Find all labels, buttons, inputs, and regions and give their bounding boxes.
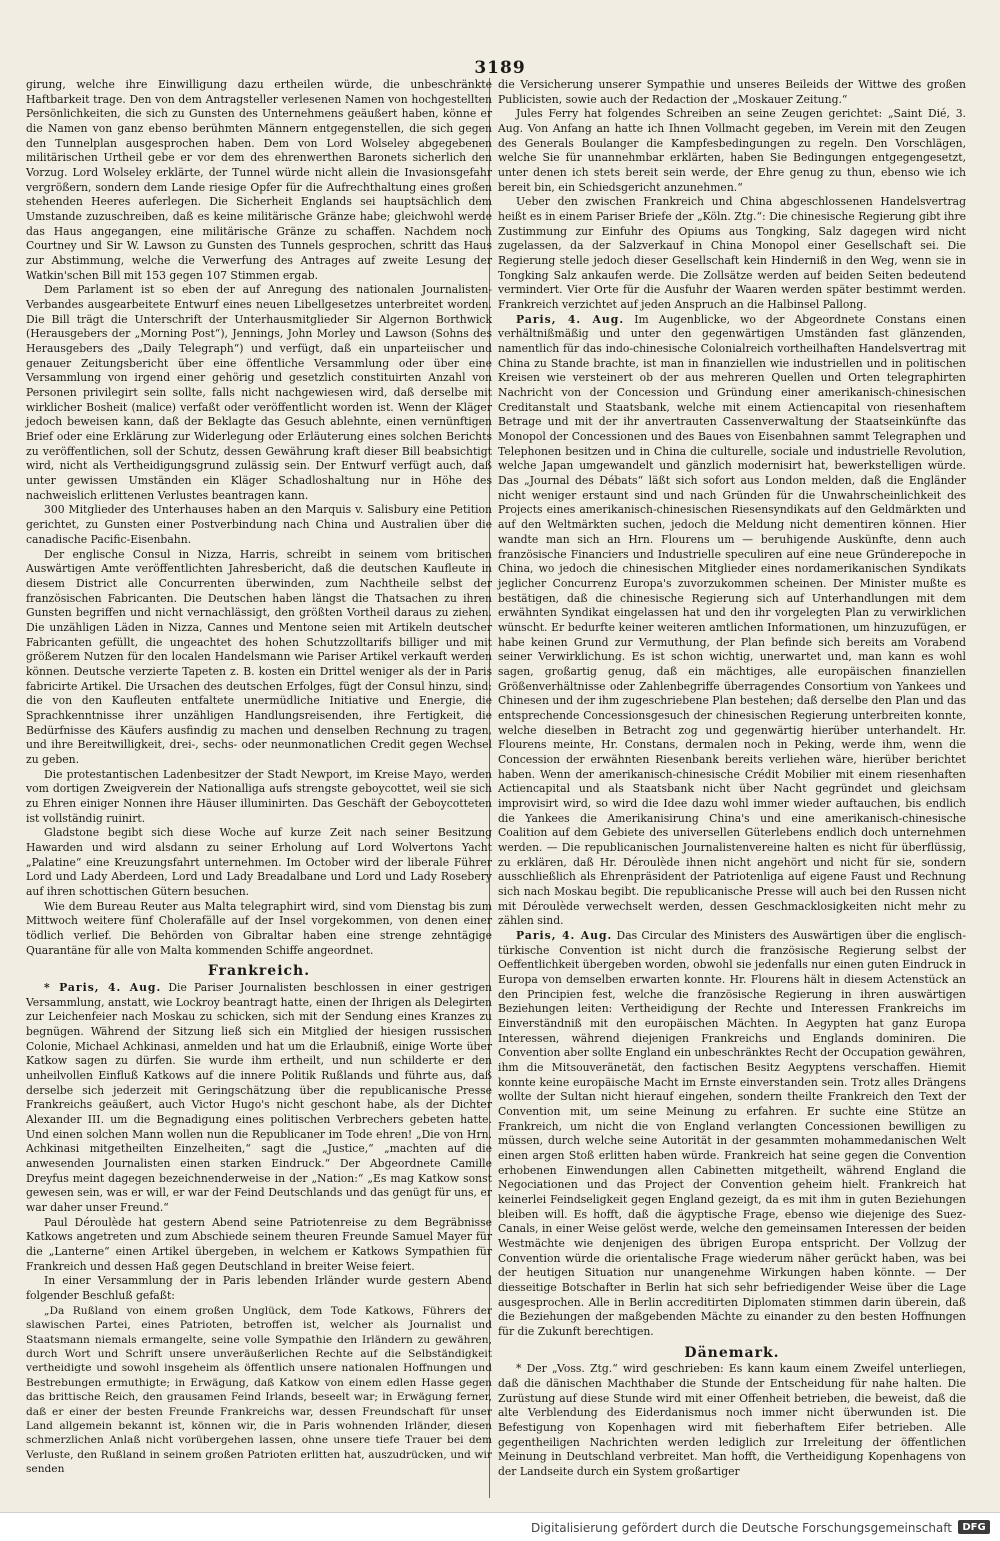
dfg-logo-icon: DFG: [958, 1520, 990, 1534]
left-column: [26, 78, 492, 1477]
page-number: 3189: [474, 58, 526, 78]
paragraph: [26, 981, 492, 1216]
paragraph-text: Im Augenblicke, wo der Abgeordnete Constans einen verhältnißmäßig und unter den gegenwärtigen Umständen fast glänzenden, namentlich für das indo-chinesische Colonialreich vortheilhaften Handelsvertrag mit China zu Stande brachte, ist man in finanziellen wie industriellen und in politischen Kreisen wie versteinert ob der aus mehreren Quellen und Orten telegraphirten Nachricht von der Concession und Gründung einer amerikanisch-chinesischen Creditanstalt und Staatsbank, welche mit einem Actiencapital von riesenhaftem Betrage und mit der ihr anvertrauten Cassenverwaltung der Staatseinkünfte das Monopol der Concessionen und des Baues von Eisenbahnen sammt Telegraphen und Telephonen besitzen und in China die culturelle, sociale und industrielle Revolution, welche Japan umgewandelt und gänzlich modernisirt hat, bewerkstelligen würde. Das „Journal des Débats“ läßt sich sofort aus London melden, daß die Engländer nicht weniger erstaunt sind und nach Gründen für die Unwahrscheinlichkeit des Projects eines amerikanisch-chinesischen Riesensyndikats auf den Geldmärkten und auf den Weltmärkten suchen, jedoch die Meldung nicht dementiren können. Hier wandte man sich an Hrn. Flourens um — beruhigende Auskünfte, denn auch französische Financiers und Industrielle speculiren auf eine neue Gründerepoche in China, wo jedoch die chinesischen Mitglieder eines nordamerikanischen Syndikats jeglicher Concurrenz Europa's zuvorzukommen scheinen. Der Minister mußte es bestätigen, daß die chinesische Regierung sich auf Unterhandlungen mit dem erwähnten Syndikat eingelassen hat und den ihr vorgelegten Plan zu verwirklichen wünscht. Er bedurfte keiner weiteren amtlichen Informationen, um hinzuzufügen, er habe keinen Grund zur Vermuthung, der Plan befinde sich bereits am Vorabend seiner Verwirklichung. Es ist schon wichtig, unerwartet und, man kann es wohl sagen, großartig genug, daß ein mächtiges, alle europäischen finanziellen Größenverhältnisse oder Zahlenbegriffe überragendes Consortium von Yankees und Chinesen und der ihm zugeschriebene Plan bestehen; daß derselbe den Plan und das entsprechende Concessionsgesuch der chinesischen Regierung unterbreiten konnte, welche dieselben in Betracht zog und gegenwärtig hierüber unterhandelt. Hr. Flourens meinte, Hr. Constans, dermalen noch in Peking, werde ihm, wenn die Concession der erwähnten Riesenbank bereits verliehen wäre, hierüber berichtet haben. Wenn der amerikanisch-chinesische Crédit Mobilier mit einem riesenhaften Actiencapital und als Staatsbank nicht über Nacht gegründet und gleichsam improvisirt wird, so wird die Idee dazu wohl immer wieder auftauchen, bis endlich die Yankees die Amerikanisirung China's und eine amerikanisch-chinesische Coalition auf dem Gebiete des universellen Güterlebens endlich doch unternehmen werden. — Die republicanischen Journalistenvereine halten es nicht für überflüssig, zu erklären, daß Hr. Déroulède ihnen nicht angehört und nicht für sie, sondern ausschließlich als Ehrenpräsident der Patriotenliga auf eigene Faust und Rechnung sich nach Moskau begibt. Die republicanische Presse will auch bei den Russen nicht mit Déroulède verwechselt werden, dessen Geschmacklosigkeiten nicht mehr zu zählen sind.: [498, 312, 966, 928]
paragraph: Die protestantischen Ladenbesitzer der Stadt Newport, im Kreise Mayo, werden vom dortigen Zweigverein der Nationalliga aufs strengste geboycottet, weil sie sich zu Ehren einiger Nonnen ihre Häuser illuminirten. Das Geschäft der Geboycotteten ist vollständig ruinirt.: [26, 767, 492, 825]
paragraph: * Der „Voss. Ztg.“ wird geschrieben: Es kann kaum einem Zweifel unterliegen, daß die dänischen Machthaber die Stunde der Entscheidung für nahe halten. Die Zurüstung auf diese Stunde wird mit einer Offenheit betrieben, die beweist, daß die alte Verblendung des Eiderdanismus noch immer nicht überwunden ist. Die Befestigung von Kopenhagen wird mit fieberhaftem Eifer betrieben. Alle gegentheiligen Nachrichten werden lediglich zur Irreleitung der öffentlichen Meinung in Deutschland verbreitet. Man hofft, die Vertheidigung Kopenhagens von der Landseite durch ein System großartiger: [498, 1362, 966, 1479]
section-heading-frankreich: Frankreich.: [207, 963, 311, 980]
paragraph: die Versicherung unserer Sympathie und unseres Beileids der Wittwe des großen Publicisten, sowie auch der Redaction der „Moskauer Zeitung.“: [498, 78, 966, 106]
paragraph: In einer Versammlung der in Paris lebenden Irländer wurde gestern Abend folgender Beschluß gefaßt:: [26, 1274, 492, 1303]
paragraph: Dem Parlament ist so eben der auf Anregung des nationalen Journalisten-Verbandes ausgearbeitete Entwurf eines neuen Libellgesetzes unterbreitet worden. Die Bill trägt die Unterschrift der Unterhausmitglieder Sir Algernon Borthwick (Herausgebers der „Morning Post“), Jennings, John Morley und Lawson (Sohns des Herausgebers des „Daily Telegraph“) und verfügt, daß ein unparteiischer und genauer Zeitungsbericht über eine öffentliche Versammlung oder über eine Versammlung von irgend einer gehörig und gesetzlich constituirten Anzahl von Personen privilegirt sein sollte, falls nicht nachgewiesen wird, daß derselbe mit wirklicher Bosheit (malice) verfaßt oder veröffentlicht worden ist. Wenn der Kläger jedoch beweisen kann, daß der Beklagte das Gesuch ablehnte, einen vernünftigen Brief oder eine Erklärung zur Widerlegung oder Erläuterung eines solchen Berichts zu veröffentlichen, soll der Schutz, dessen Gewährung kraft dieser Bill beabsichtigt wird, nicht als Vertheidigungsgrund zulässig sein. Der Entwurf verfügt auch, daß unter gewissen Umständen ein Kläger Schadloshaltung nur in Höhe des nachweislich erlittenen Verlustes beantragen kann.: [26, 283, 492, 502]
right-column: [498, 78, 966, 1480]
dateline: Paris, 4. Aug.: [516, 312, 625, 326]
dateline: Paris, 4. Aug.: [516, 928, 613, 942]
paragraph: Wie dem Bureau Reuter aus Malta telegraphirt wird, sind vom Dienstag bis zum Mittwoch weitere fünf Cholerafälle auf der Insel vorgekommen, von denen einer tödlich verlief. Die Behörden von Gibraltar haben eine strenge zehntägige Quarantäne für alle von Malta kommenden Schiffe angeordnet.: [26, 899, 492, 957]
paragraph: Gladstone begibt sich diese Woche auf kurze Zeit nach seiner Besitzung Hawarden und wird alsdann zu seiner Erholung auf Lord Wolvertons Yacht „Palatine“ eine Kreuzungsfahrt unternehmen. Im October wird der liberale Führer Lord und Lady Aberdeen, Lord und Lady Breadalbane und Lord und Lady Rosebery auf ihren schottischen Gütern besuchen.: [26, 826, 492, 898]
paragraph: 300 Mitglieder des Unterhauses haben an den Marquis v. Salisbury eine Petition gerichtet, zu Gunsten einer Postverbindung nach China und Australien über die canadische Pacific-Eisenbahn.: [26, 503, 492, 546]
footer-bar: [0, 1512, 1000, 1541]
footer-credit: Digitalisierung gefördert durch die Deutsche Forschungsgemeinschaft: [530, 1521, 952, 1535]
paragraph: girung, welche ihre Einwilligung dazu ertheilen würde, die unbeschränkte Haftbarkeit trage. Den von dem Antragsteller verlesenen Namen von hochgestellten Persönlichkeiten, die sich zu Gunsten des Unternehmens geäußert haben, könne er die Namen von ganz ebenso berühmten Männern entgegenstellen, die sich gegen den Tunnelplan ausgesprochen haben. Dem von Lord Wolseley abgegebenen militärischen Urtheil gebe er vor dem des ehrenwerthen Baronets sicherlich den Vorzug. Lord Wolseley erklärte, der Tunnel würde nicht allein die Invasionsgefahr vergrößern, sondern dem Lande riesige Opfer für die Aufrechthaltung eines großen stehenden Heeres auferlegen. Die Sicherheit Englands sei hauptsächlich dem Umstande zuzuschreiben, daß es keine militärische Gränze habe; gleichwohl werde das Haus angegangen, eine militärische Gränze zu schaffen. Nachdem noch Courtney und Sir W. Lawson zu Gunsten des Tunnels gesprochen, schritt das Haus zur Abstimmung, welche die Verwerfung des Antrages auf zweite Lesung der Watkin'schen Bill mit 153 gegen 107 Stimmen ergab.: [26, 78, 492, 282]
paragraph: [498, 929, 966, 1340]
dateline: * Paris, 4. Aug.: [44, 980, 162, 994]
paragraph: Jules Ferry hat folgendes Schreiben an seine Zeugen gerichtet: „Saint Dié, 3. Aug. Von Anfang an hatte ich Ihnen Vollmacht gegeben, im Verein mit den Zeugen des Generals Boulanger die Kampfesbedingungen zu regeln. Den Vorschlägen, welche Sie für unannehmbar erklärten, haben Sie Bedingungen entgegengesetzt, unter denen ich stets bereit sein werde, der Ehre genug zu thun, ebenso wie ich bereit bin, ein Schiedsgericht anzunehmen.“: [498, 107, 966, 194]
paragraph: Der englische Consul in Nizza, Harris, schreibt in seinem vom britischen Auswärtigen Amte veröffentlichten Jahresbericht, daß die deutschen Kaufleute in diesem District alle Concurrenten überwinden, zum Nachtheile selbst der französischen Fabricanten. Die Deutschen haben längst die Thatsachen zu ihren Gunsten begriffen und nicht vernachlässigt, den größten Vortheil daraus zu ziehen. Die unzähligen Läden in Nizza, Cannes und Mentone seien mit Artikeln deutscher Fabricanten gefüllt, die ungeachtet des hohen Schutzzolltarifs billiger und mit größerem Nutzen für den localen Handelsmann wie Pariser Artikel verkauft werden können. Deutsche verzierte Tapeten z. B. kosten ein Drittel weniger als der in Paris fabricirte Artikel. Die Ursachen des deutschen Erfolges, fügt der Consul hinzu, sind: die von den Kaufleuten entfaltete unermüdliche Initiative und Energie, die Sprachkenntnisse ihrer unzähligen Handlungsreisenden, ihre Fertigkeit, die Bedürfnisse des Käufers ausfindig zu machen und denselben Rechnung zu tragen, und ihre Bereitwilligkeit, drei-, sechs- oder neunmonatlichen Credit gegen Wechsel zu geben.: [26, 547, 492, 766]
quoted-resolution: „Da Rußland von einem großen Unglück, dem Tode Katkows, Führers der slawischen Partei, eines Patrioten, betroffen ist, welcher als Journalist und Staatsmann niemals ermangelte, seine volle Sympathie den Irländern zu gewähren, durch Wort und Schrift unsere unveräußerlichen Rechte auf die Selbständigkeit vertheidigte und sowohl insgeheim als öffentlich unsere nationalen Hoffnungen und Bestrebungen ermuthigte; in Erwägung, daß Katkow von einem edlen Hasse gegen das brittische Reich, den grausamen Feind Irlands, beseelt war; in Erwägung ferner, daß er einer der besten Freunde Frankreichs war, dessen Freundschaft für unser Land allgemein bekannt ist, können wir, die in Paris wohnenden Irländer, diesen schmerzlichen Anlaß nicht vorübergehen lassen, ohne unsere tiefe Trauer bei dem Verluste, den Rußland in seinem großen Patrioten erlitten hat, auszudrücken, und wir senden: [26, 1304, 492, 1476]
paragraph-text: Das Circular des Ministers des Auswärtigen über die englisch-türkische Convention ist nicht durch die französische Regierung selbst der Oeffentlichkeit übergeben worden, obwohl sie jedenfalls nur einen guten Eindruck in Europa von demselben erwarten konnte. Hr. Flourens hält in diesem Actenstück an den Principien fest, welche die französische Regierung in ihren auswärtigen Beziehungen leiten: Vertheidigung der Rechte und Interessen Frankreichs im Einverständniß mit den europäischen Mächten. In Aegypten hat ganz Europa Interessen, während diejenigen Frankreichs und Englands dominiren. Die Convention aber sollte England ein unbeschränktes Recht der Occupation gewähren, ihm die Mitsouveränetät, den factischen Besitz Aegyptens verschaffen. Hiemit konnte keine europäische Macht im Ernste einverstanden sein. Trotz alles Drängens wollte der Sultan nicht hierauf eingehen, sondern theilte Frankreich den Text der Convention mit, um seine Meinung zu erfahren. Er suchte eine Stütze an Frankreich, um nicht die von England verlangten Concessionen bewilligen zu müssen, durch welche seine Autorität in der gesammten mohammedanischen Welt einen argen Stoß erlitten haben würde. Frankreich hat seine gegen die Convention erhobenen Einwendungen allen Cabinetten mitgetheilt, während England die Negociationen und das Project der Convention geheim hielt. Frankreich hat keinerlei Feindseligkeit gegen England gezeigt, da es mit ihm in guten Beziehungen bleiben will. Es hofft, daß die ägyptische Frage, ebenso wie diejenige des Suez-Canals, in einer Weise gelöst werde, welche den gemeinsamen Interessen der beiden Westmächte wie denjenigen des übrigen Europa entspricht. Der Vollzug der Convention würde die orientalische Frage wiederum näher gerückt haben, was bei der heutigen Situation nur unangenehme Wirkungen haben könnte. — Der diesseitige Botschafter in Berlin hat sich sehr befriedigender Weise über die Lage ausgesprochen. Alle in Berlin accreditirten Diplomaten stimmen darin überein, daß die Beziehungen der maßgebenden Mächte zu einander zu den besten Hoffnungen für die Zukunft berechtigen.: [498, 928, 967, 1339]
paragraph-text: Die Pariser Journalisten beschlossen in einer gestrigen Versammlung, anstatt, wie Lockroy beantragt hatte, einen der Ihrigen als Delegirten zur Leichenfeier nach Moskau zu schicken, sich mit der Sendung eines Kranzes zu begnügen. Während der Sitzung ließ sich ein Mitglied der hiesigen russischen Colonie, Michael Achkinasi, anmelden und hat um die Erlaubniß, einige Worte über Katkow sagen zu dürfen. Sie wurde ihm ertheilt, und nun schilderte er den unheilvollen Einfluß Katkows auf die innere Politik Rußlands und führte aus, daß derselbe sich jederzeit mit Geringschätzung über die republicanische Presse Frankreichs geäußert, auch Victor Hugo's nicht geschont habe, als der Dichter Alexander III. um die Begnadigung eines politischen Verbrechers gebeten hatte. Und einen solchen Mann wollen nun die Republicaner im Tode ehren! „Die von Hrn. Achkinasi mitgetheilten Einzelheiten,“ sagt die „Justice,“ „machten auf die anwesenden Journalisten einen starken Eindruck.“ Der Abgeordnete Camille Dreyfus meint dagegen bezeichnenderweise in der „Nation:“ „Es mag Katkow sonst gewesen sein, was er will, er war der Feind Deutschlands und das genügt für uns, er war daher unser Freund.“: [26, 980, 492, 1215]
paragraph: Paul Déroulède hat gestern Abend seine Patriotenreise zu dem Begräbnisse Katkows angetreten und zum Abschiede seinem theuren Freunde Samuel Mayer für die „Lanterne“ einen Artikel übergeben, in welchem er Katkows Sympathien für Frankreich und dessen Haß gegen Deutschland in breiter Weise feiert.: [26, 1215, 492, 1273]
paragraph: [498, 313, 966, 929]
paragraph: Ueber den zwischen Frankreich und China abgeschlossenen Handelsvertrag heißt es in einem Pariser Briefe der „Köln. Ztg.“: Die chinesische Regierung gibt ihre Zustimmung zur Einfuhr des Opiums aus Tongking, Salz dagegen wird nicht zugelassen, da der Salzverkauf in China Monopol einer Gesellschaft sei. Die Regierung stelle jedoch dieser Gesellschaft kein Hinderniß in den Weg, wenn sie in Tongking Salz ankaufen werde. Die Zollsätze werden auf beiden Seiten bedeutend vermindert. Vier Orte für die Ausfuhr der Waaren werden später bestimmt werden. Frankreich verzichtet auf jeden Anspruch an die Halbinsel Pallong.: [498, 195, 966, 312]
section-heading-daenemark: Dänemark.: [684, 1344, 780, 1361]
